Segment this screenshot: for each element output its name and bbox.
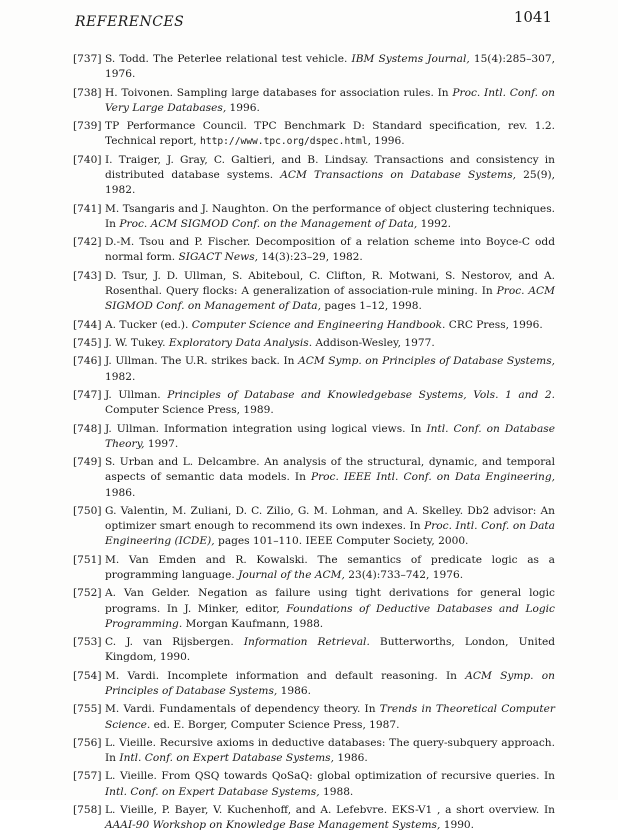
reference-venue-title: ACM Transactions on Database Systems, bbox=[280, 168, 517, 181]
reference-number: [745] bbox=[73, 336, 102, 349]
reference-venue-title: IBM Systems Journal, bbox=[351, 53, 470, 65]
reference-text bbox=[105, 153, 555, 199]
reference-number: [740] bbox=[73, 153, 102, 166]
reference-text bbox=[105, 702, 555, 732]
reference-text-segment: 1986. bbox=[334, 752, 368, 765]
reference-number: [756] bbox=[73, 736, 102, 749]
reference-number: [739] bbox=[73, 120, 102, 133]
reference-venue-title: Proc. Intl. Conf. on Data Engineering (ICDE), bbox=[105, 520, 555, 548]
reference-text-segment: Morgan Kaufmann, 1988. bbox=[182, 617, 324, 630]
reference-text-segment: J. W. Tukey. bbox=[105, 336, 169, 349]
reference-venue-title: Foundations of Deductive Databases and Logic Programming. bbox=[105, 602, 555, 630]
reference-entry bbox=[73, 669, 555, 699]
reference-text bbox=[105, 669, 555, 699]
reference-text-segment: TP Performance Council. TPC Benchmark D: Standard specification, rev. 1.2. Technical report, bbox=[105, 120, 555, 148]
reference-entry bbox=[73, 269, 555, 315]
reference-entry bbox=[73, 504, 555, 550]
reference-entry bbox=[73, 336, 555, 351]
reference-text bbox=[105, 318, 555, 333]
reference-text-segment: pages 101–110. IEEE Computer Society, 2000. bbox=[214, 535, 469, 548]
reference-text-segment: 1986. bbox=[105, 486, 136, 499]
reference-text-segment: 14(3):23–29, 1982. bbox=[258, 251, 363, 264]
reference-entry bbox=[73, 235, 555, 265]
reference-venue-title: Information Retrieval. bbox=[243, 636, 370, 649]
reference-venue-title: Proc. IEEE Intl. Conf. on Data Engineering, bbox=[310, 471, 556, 484]
reference-entry bbox=[73, 736, 555, 766]
reference-text-segment: 23(4):733–742, 1976. bbox=[344, 568, 464, 581]
reference-url: http://www.tpc.org/dspec.html bbox=[200, 136, 368, 148]
reference-entry bbox=[73, 803, 555, 833]
reference-venue-title: SIGACT News, bbox=[178, 251, 259, 264]
reference-venue-title: Proc. ACM SIGMOD Conf. on the Management of Data, bbox=[119, 217, 418, 230]
reference-text-segment: 1982. bbox=[105, 370, 136, 383]
reference-text-segment: M. Tsangaris and J. Naughton. On the performance of object clustering techniques. In bbox=[105, 202, 555, 230]
reference-text bbox=[105, 769, 555, 799]
reference-text-segment: , 1996. bbox=[367, 135, 405, 148]
reference-text bbox=[105, 803, 555, 833]
reference-text-segment: 15(4):285–307, 1976. bbox=[105, 53, 555, 81]
reference-number: [754] bbox=[73, 669, 102, 682]
reference-venue-title: ACM Symp. on Principles of Database Systems, bbox=[298, 355, 555, 368]
reference-text-segment: Butterworths, London, United Kingdom, 1990. bbox=[105, 636, 556, 664]
reference-number: [742] bbox=[73, 236, 102, 249]
reference-entry bbox=[73, 455, 555, 501]
reference-text-segment: M. Vardi. Fundamentals of dependency theory. In bbox=[105, 703, 380, 716]
reference-entry bbox=[73, 635, 555, 665]
reference-text bbox=[105, 455, 555, 501]
reference-text bbox=[105, 504, 555, 550]
reference-text bbox=[105, 354, 555, 384]
reference-text-segment: 1997. bbox=[144, 437, 179, 450]
reference-text-segment: Computer Science Press, 1989. bbox=[105, 404, 274, 417]
reference-list bbox=[73, 52, 555, 837]
reference-number: [746] bbox=[73, 355, 102, 368]
reference-text-segment: S. Todd. The Peterlee relational test vehicle. bbox=[105, 53, 352, 65]
reference-number: [750] bbox=[73, 504, 102, 517]
reference-text bbox=[105, 52, 555, 82]
reference-entry bbox=[73, 153, 555, 199]
reference-text-segment: CRC Press, 1996. bbox=[445, 318, 543, 331]
reference-text bbox=[105, 635, 555, 665]
reference-venue-title: Exploratory Data Analysis. bbox=[168, 336, 313, 349]
reference-text-segment: J. Ullman. bbox=[105, 388, 168, 401]
reference-text-segment: H. Toivonen. Sampling large databases for association rules. In bbox=[105, 86, 453, 99]
reference-entry bbox=[73, 586, 555, 632]
reference-venue-title: ACM Symp. on Principles of Database Systems, bbox=[105, 669, 555, 697]
reference-number: [749] bbox=[73, 456, 102, 469]
reference-venue-title: Intl. Conf. on Expert Database Systems, bbox=[105, 785, 320, 798]
reference-text bbox=[105, 235, 555, 265]
reference-text-segment: 1990. bbox=[440, 819, 475, 832]
reference-text-segment: D. Tsur, J. D. Ullman, S. Abiteboul, C. Clifton, R. Motwani, S. Nestorov, and A. Rosenthal. Query flocks: A generalization of association-rule mining. In bbox=[105, 269, 555, 297]
reference-text-segment: L. Vieille. From QSQ towards QoSaQ: global optimization of recursive queries. In bbox=[105, 770, 555, 783]
reference-entry bbox=[73, 553, 555, 583]
reference-text-segment: A. Tucker (ed.). bbox=[105, 318, 192, 331]
reference-text-segment: G. Valentin, M. Zuliani, D. C. Zilio, G. M. Lohman, and A. Skelley. Db2 advisor: An optimizer smart enough to recommend its own indexes. In bbox=[105, 504, 555, 533]
reference-text bbox=[105, 86, 555, 116]
reference-venue-title: Intl. Conf. on Database Theory, bbox=[105, 422, 555, 450]
page-number: 1041 bbox=[513, 8, 552, 26]
reference-number: [747] bbox=[73, 388, 102, 401]
reference-entry bbox=[73, 769, 555, 799]
reference-text-segment: 1996. bbox=[226, 101, 260, 114]
reference-number: [758] bbox=[73, 804, 102, 817]
reference-entry bbox=[73, 86, 555, 116]
reference-text-segment: 1988. bbox=[319, 785, 354, 798]
reference-venue-title: Proc. ACM SIGMOD Conf. on Management of Data, bbox=[105, 284, 556, 313]
reference-text-segment: 25(9), 1982. bbox=[105, 168, 555, 197]
reference-text-segment: C. J. van Rijsbergen. bbox=[105, 636, 244, 649]
reference-number: [757] bbox=[73, 770, 102, 783]
reference-venue-title: Proc. Intl. Conf. on Very Large Databases, bbox=[105, 86, 555, 114]
reference-text-segment: J. Ullman. Information integration using logical views. In bbox=[105, 422, 427, 435]
reference-text-segment: M. Van Emden and R. Kowalski. The semantics of predicate logic as a programming language. bbox=[105, 553, 555, 581]
reference-entry bbox=[73, 318, 555, 333]
reference-text bbox=[105, 119, 555, 149]
reference-entry bbox=[73, 354, 555, 384]
reference-text bbox=[105, 586, 555, 632]
reference-entry bbox=[73, 202, 555, 232]
reference-text-segment: M. Vardi. Incomplete information and default reasoning. In bbox=[105, 669, 466, 682]
reference-venue-title: AAAI-90 Workshop on Knowledge Base Management Systems, bbox=[105, 819, 441, 832]
reference-text bbox=[105, 736, 555, 766]
reference-text-segment: L. Vieille. Recursive axioms in deductive databases: The query-subquery approach. In bbox=[105, 736, 555, 765]
reference-entry bbox=[73, 52, 555, 82]
reference-number: [744] bbox=[73, 318, 102, 331]
reference-venue-title: Trends in Theoretical Computer Science. bbox=[105, 703, 555, 731]
reference-venue-title: Intl. Conf. on Expert Database Systems, bbox=[119, 752, 334, 765]
reference-venue-title: Principles of Database and Knowledgebase Systems, Vols. 1 and 2. bbox=[167, 388, 555, 401]
reference-number: [751] bbox=[73, 553, 102, 566]
reference-number: [748] bbox=[73, 422, 102, 435]
reference-text bbox=[105, 202, 555, 232]
reference-text-segment: 1986. bbox=[277, 684, 311, 697]
reference-venue-title: Journal of the ACM, bbox=[238, 568, 345, 581]
reference-entry bbox=[73, 119, 555, 149]
reference-venue-title: Computer Science and Engineering Handbook. bbox=[191, 318, 446, 331]
reference-text-segment: Addison-Wesley, 1977. bbox=[312, 336, 435, 349]
reference-text-segment: J. Ullman. The U.R. strikes back. In bbox=[105, 355, 299, 368]
reference-text-segment: ed. E. Borger, Computer Science Press, 1987. bbox=[150, 718, 400, 731]
reference-number: [741] bbox=[73, 202, 102, 215]
reference-text-segment: L. Vieille, P. Bayer, V. Kuchenhoff, and A. Lefebvre. EKS-V1 , a short overview. In bbox=[105, 804, 555, 817]
reference-text bbox=[105, 388, 555, 418]
reference-text bbox=[105, 553, 555, 583]
reference-text bbox=[105, 269, 555, 315]
reference-text-segment: S. Urban and L. Delcambre. An analysis of the structural, dynamic, and temporal aspects of semantic data models. In bbox=[105, 456, 555, 484]
reference-text bbox=[105, 422, 555, 452]
running-head-title: REFERENCES bbox=[75, 14, 185, 30]
reference-number: [738] bbox=[73, 86, 102, 99]
reference-number: [743] bbox=[73, 269, 102, 282]
reference-text-segment: pages 1–12, 1998. bbox=[320, 300, 422, 313]
reference-number: [753] bbox=[73, 636, 102, 649]
reference-text-segment: A. Van Gelder. Negation as failure using tight derivations for general logic programs. In J. Minker, editor, bbox=[105, 587, 555, 615]
reference-number: [755] bbox=[73, 703, 102, 716]
reference-entry bbox=[73, 702, 555, 732]
reference-number: [737] bbox=[73, 53, 102, 65]
reference-number: [752] bbox=[73, 587, 102, 600]
reference-text bbox=[105, 336, 555, 351]
reference-text-segment: 1992. bbox=[417, 217, 452, 230]
reference-text-segment: I. Traiger, J. Gray, C. Galtieri, and B. Lindsay. Transactions and consistency in distributed database systems. bbox=[105, 153, 555, 181]
reference-text-segment: D.-M. Tsou and P. Fischer. Decomposition of a relation scheme into Boyce-C odd normal form. bbox=[105, 236, 555, 264]
reference-entry bbox=[73, 388, 555, 418]
reference-entry bbox=[73, 422, 555, 452]
